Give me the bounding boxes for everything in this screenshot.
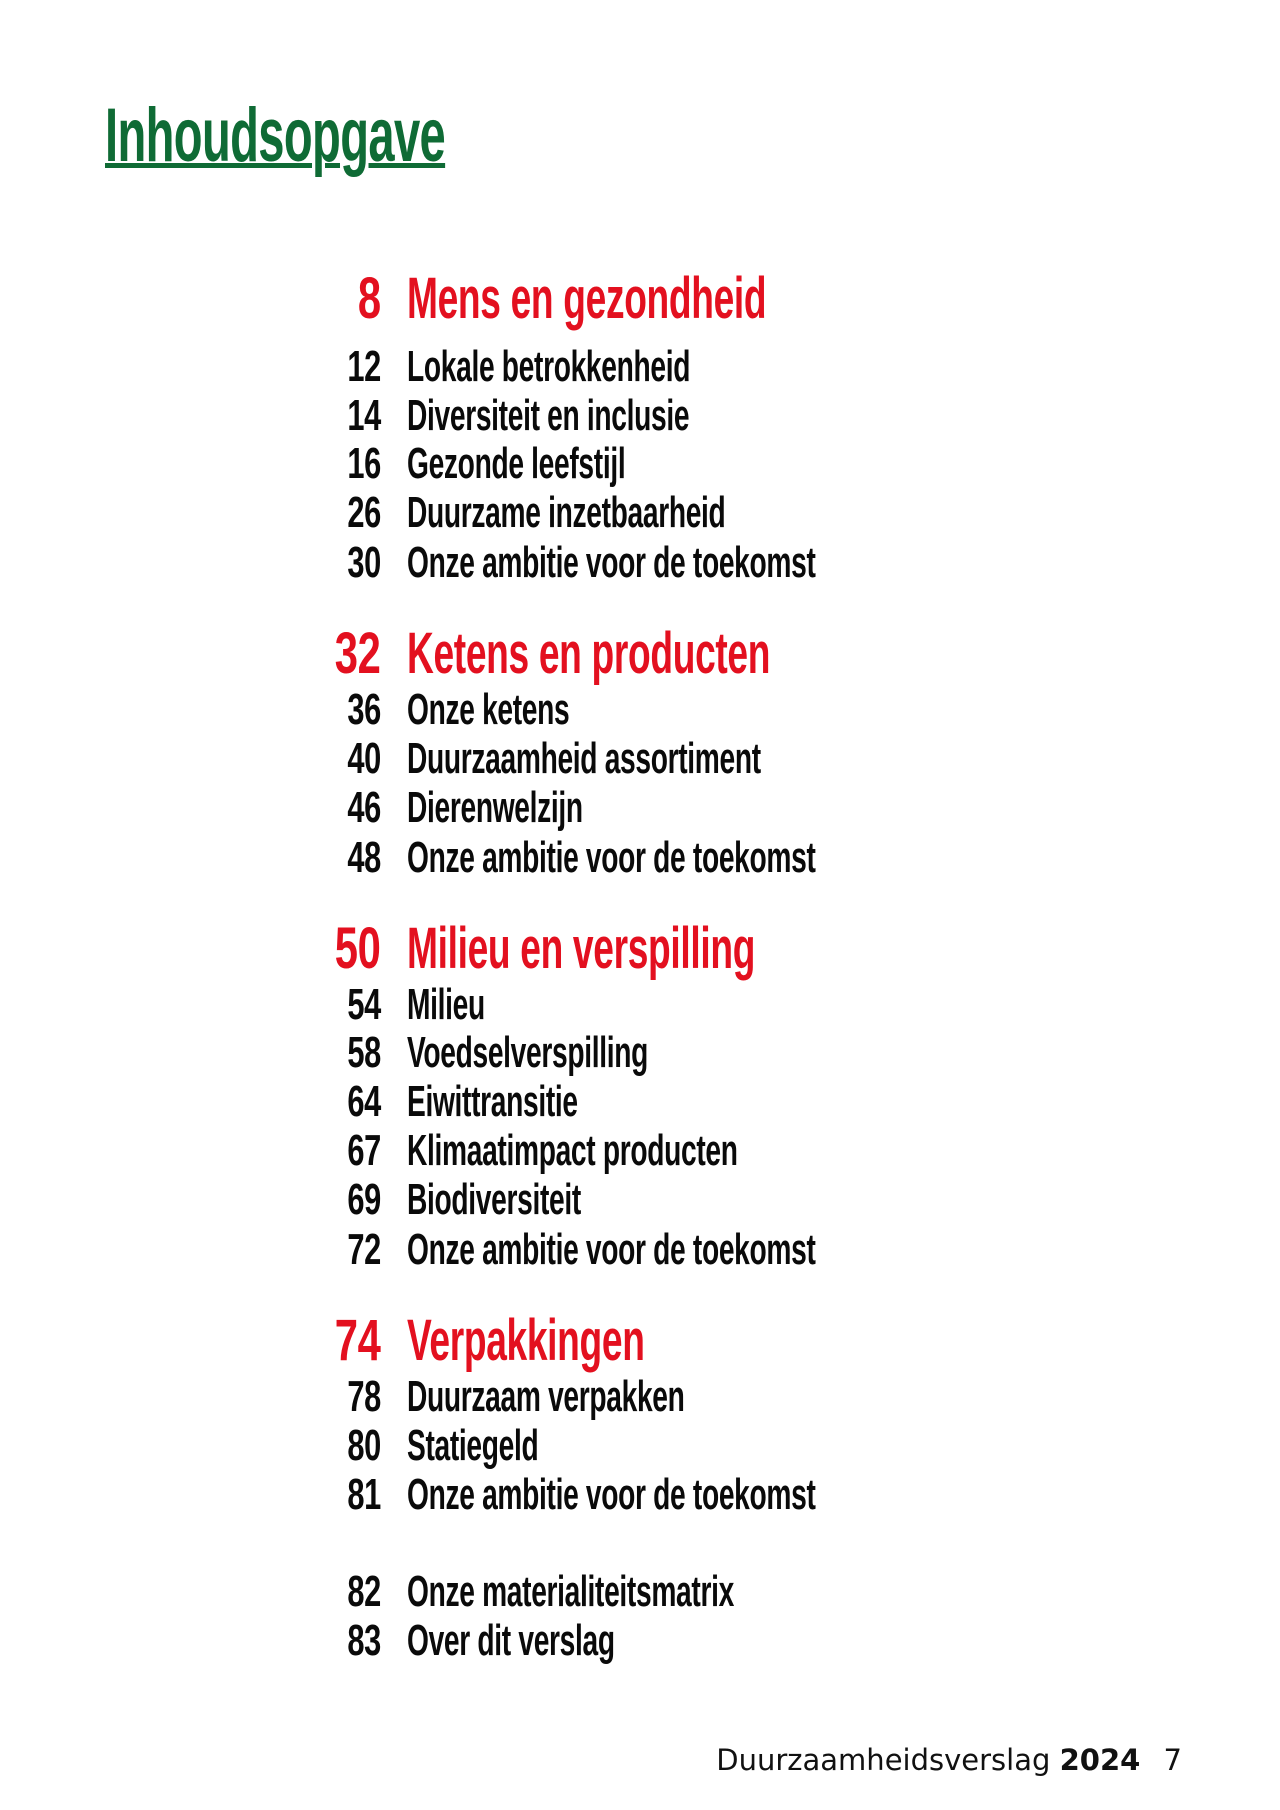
entry-page-number: 26 <box>347 488 381 537</box>
entry-title: Milieu <box>407 980 485 1029</box>
entry-title: Biodiversiteit <box>407 1175 581 1224</box>
entry-title: Gezonde leefstijl <box>407 439 626 488</box>
entry-page-number: 83 <box>347 1616 381 1665</box>
entry-page-number: 48 <box>347 833 381 882</box>
entry-title: Lokale betrokkenheid <box>407 342 691 391</box>
toc-section-heading[interactable] <box>0 916 1280 981</box>
toc-entry[interactable] <box>0 685 1280 735</box>
toc-entry[interactable] <box>0 1225 1280 1275</box>
entry-page-number: 69 <box>347 1175 381 1224</box>
toc-entry[interactable] <box>0 1077 1280 1127</box>
entry-page-number: 46 <box>347 783 381 832</box>
report-name: Duurzaamheidsverslag <box>716 1743 1051 1777</box>
toc-entry[interactable] <box>0 833 1280 883</box>
toc-entry[interactable] <box>0 1175 1280 1225</box>
entry-page-number: 72 <box>347 1225 381 1274</box>
entry-page-number: 78 <box>347 1372 381 1421</box>
entry-title: Statiegeld <box>407 1421 539 1470</box>
toc-entry[interactable] <box>0 439 1280 489</box>
section-title: Ketens en producten <box>407 621 771 686</box>
toc-entry[interactable] <box>0 1028 1280 1078</box>
toc-entry[interactable] <box>0 342 1280 392</box>
section-title: Verpakkingen <box>407 1308 645 1373</box>
entry-title: Voedselverspilling <box>407 1028 648 1077</box>
toc-entry[interactable] <box>0 391 1280 441</box>
entry-title: Onze ambitie voor de toekomst <box>407 833 816 882</box>
page-title: Inhoudsopgave <box>105 93 446 178</box>
toc-entry[interactable] <box>0 1421 1280 1471</box>
toc-entry[interactable] <box>0 1372 1280 1422</box>
entry-title: Onze ambitie voor de toekomst <box>407 1470 816 1519</box>
section-title: Mens en gezondheid <box>407 266 767 331</box>
toc-entry[interactable] <box>0 488 1280 538</box>
entry-page-number: 67 <box>347 1126 381 1175</box>
toc-entry[interactable] <box>0 1126 1280 1176</box>
entry-title: Duurzame inzetbaarheid <box>407 488 726 537</box>
toc-entry[interactable] <box>0 1567 1280 1617</box>
entry-page-number: 40 <box>347 734 381 783</box>
entry-title: Duurzaam verpakken <box>407 1372 685 1421</box>
entry-title: Diversiteit en inclusie <box>407 391 690 440</box>
entry-page-number: 30 <box>347 538 381 587</box>
entry-page-number: 58 <box>347 1028 381 1077</box>
entry-title: Onze ambitie voor de toekomst <box>407 1225 816 1274</box>
section-page-number: 50 <box>335 916 381 981</box>
page-footer <box>716 1740 1182 1780</box>
section-title: Milieu en verspilling <box>407 916 756 981</box>
entry-title: Onze ketens <box>407 685 570 734</box>
toc-section-heading[interactable] <box>0 266 1280 331</box>
entry-page-number: 16 <box>347 439 381 488</box>
entry-page-number: 64 <box>347 1077 381 1126</box>
toc-entry[interactable] <box>0 1470 1280 1520</box>
section-page-number: 74 <box>335 1308 381 1373</box>
entry-page-number: 14 <box>347 391 381 440</box>
toc-section-heading[interactable] <box>0 1308 1280 1373</box>
section-page-number: 8 <box>358 266 381 331</box>
entry-title: Duurzaamheid assortiment <box>407 734 761 783</box>
entry-page-number: 81 <box>347 1470 381 1519</box>
toc-entry[interactable] <box>0 783 1280 833</box>
entry-page-number: 54 <box>347 980 381 1029</box>
entry-title: Eiwittransitie <box>407 1077 578 1126</box>
report-year: 2024 <box>1059 1743 1141 1777</box>
entry-page-number: 80 <box>347 1421 381 1470</box>
toc-entry[interactable] <box>0 1616 1280 1666</box>
entry-page-number: 82 <box>347 1567 381 1616</box>
toc-section-heading[interactable] <box>0 621 1280 686</box>
toc-entry[interactable] <box>0 980 1280 1030</box>
entry-title: Dierenwelzijn <box>407 783 583 832</box>
toc-entry[interactable] <box>0 538 1280 588</box>
entry-title: Klimaatimpact producten <box>407 1126 738 1175</box>
entry-title: Onze materialiteitsmatrix <box>407 1567 734 1616</box>
entry-page-number: 36 <box>347 685 381 734</box>
entry-page-number: 12 <box>347 342 381 391</box>
toc-entry[interactable] <box>0 734 1280 784</box>
entry-title: Over dit verslag <box>407 1616 615 1665</box>
section-page-number: 32 <box>335 621 381 686</box>
page-number: 7 <box>1163 1743 1182 1777</box>
entry-title: Onze ambitie voor de toekomst <box>407 538 816 587</box>
